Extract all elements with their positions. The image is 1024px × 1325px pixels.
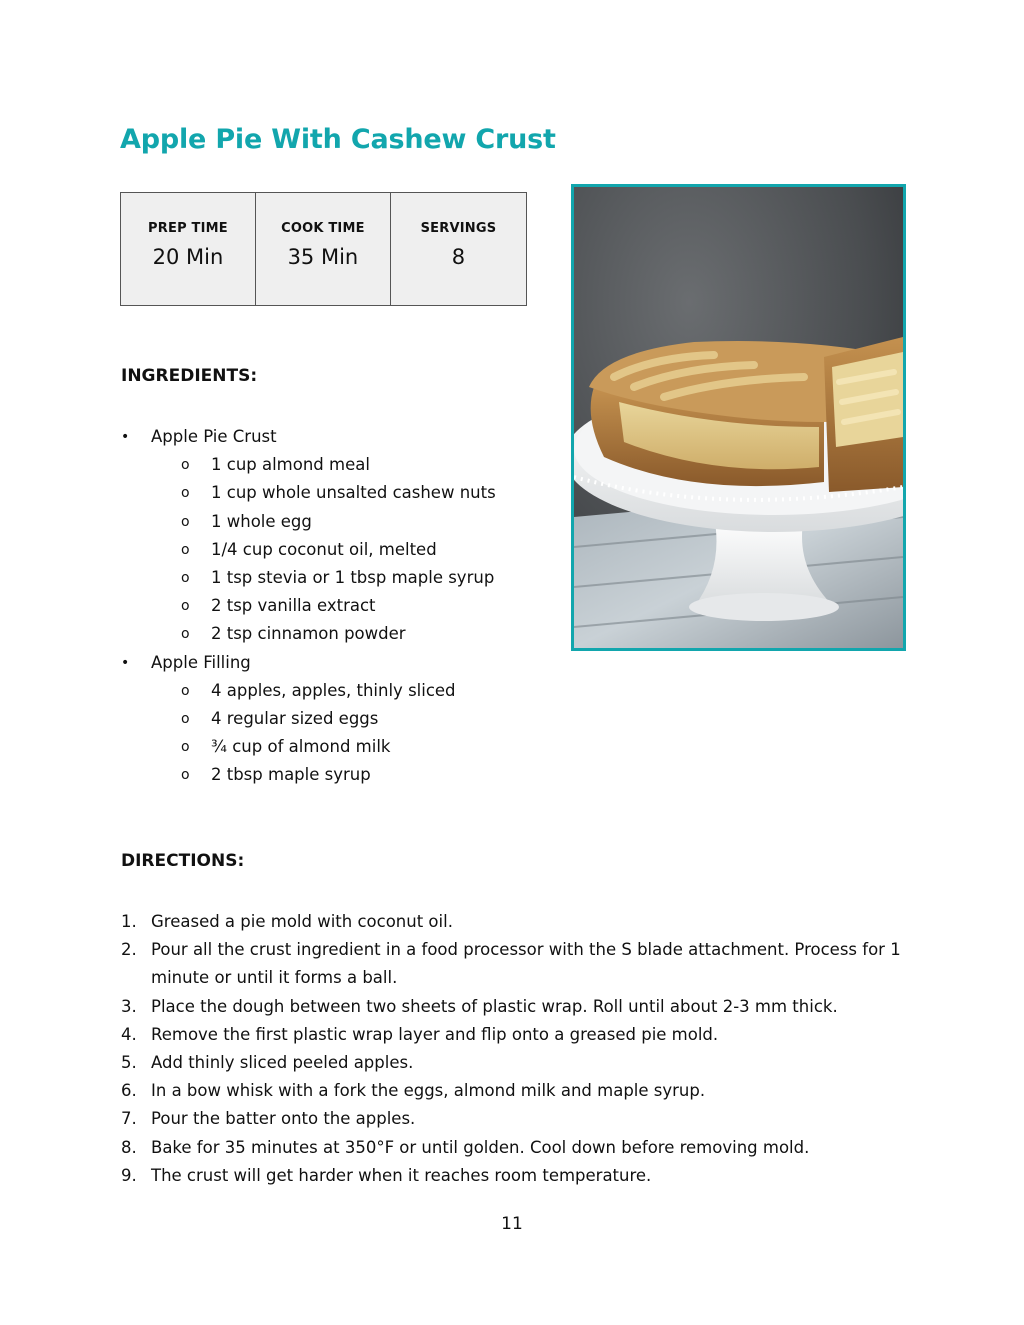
circle-bullet-icon: o [181, 626, 190, 643]
direction-step: 1. Greased a pie mold with coconut oil. [121, 912, 453, 931]
direction-step: 6. In a bow whisk with a fork the eggs, almond milk and maple syrup. [121, 1081, 706, 1101]
list-item: o 1 whole egg [121, 508, 496, 536]
circle-bullet-icon: o [181, 513, 190, 530]
directions-list [121, 908, 911, 1190]
direction-step: 9. The crust will get harder when it reaches room temperature. [121, 1165, 652, 1185]
list-item: o 4 regular sized eggs [121, 705, 496, 733]
directions-heading: DIRECTIONS: [121, 851, 245, 871]
cook-time-label: COOK TIME [281, 221, 365, 236]
list-item: o 2 tbsp maple syrup [121, 761, 496, 789]
circle-bullet-icon: o [181, 598, 190, 615]
circle-bullet-icon: o [181, 682, 190, 699]
ingredients-heading: INGREDIENTS: [121, 366, 258, 386]
list-item: o 2 tsp cinnamon powder [121, 620, 496, 648]
ingredients-list [121, 423, 496, 790]
direction-step: 7. Pour the batter onto the apples. [121, 1109, 416, 1129]
prep-time-value: 20 Min [152, 245, 224, 269]
bullet-icon: • [121, 654, 130, 671]
cook-time-value: 35 Min [287, 245, 359, 269]
recipe-title: Apple Pie With Cashew Crust [120, 124, 556, 155]
servings-cell [390, 193, 526, 306]
apple-pie-photo [571, 184, 906, 651]
direction-step: 2. Pour all the crust ingredient in a food processor with the S blade attachment. Process for 1 minute or until it forms a ball. [121, 940, 901, 988]
bullet-icon: • [121, 429, 130, 445]
list-item: o 2 tsp vanilla extract [121, 592, 496, 620]
list-item: o 1 tsp stevia or 1 tbsp maple syrup [121, 564, 496, 592]
ingredient-group-name: Apple Pie Crust [151, 427, 277, 446]
recipe-stats-table [120, 192, 527, 306]
circle-bullet-icon: o [181, 457, 190, 474]
direction-step: 5. Add thinly sliced peeled apples. [121, 1053, 414, 1073]
list-item: o 4 apples, apples, thinly sliced [121, 677, 496, 705]
servings-value: 8 [451, 245, 466, 269]
list-item: o 1/4 cup coconut oil, melted [121, 536, 496, 564]
circle-bullet-icon: o [181, 767, 190, 784]
circle-bullet-icon: o [181, 739, 190, 756]
cook-time-cell [255, 193, 390, 306]
page-number: 11 [501, 1214, 523, 1234]
prep-time-cell [121, 193, 256, 306]
ingredient-group [121, 423, 496, 649]
list-item: o 1 cup whole unsalted cashew nuts [121, 479, 496, 507]
circle-bullet-icon: o [181, 570, 190, 587]
direction-step: 4. Remove the first plastic wrap layer and flip onto a greased pie mold. [121, 1024, 719, 1044]
list-item: o ¾ cup of almond milk [121, 733, 496, 761]
circle-bullet-icon: o [181, 485, 190, 502]
direction-step: 3. Place the dough between two sheets of plastic wrap. Roll until about 2-3 mm thick. [121, 996, 838, 1016]
ingredient-group-name: Apple Filling [151, 652, 251, 672]
prep-time-label: PREP TIME [148, 221, 228, 236]
list-item: o 1 cup almond meal [121, 451, 496, 479]
direction-step: 8. Bake for 35 minutes at 350°F or until golden. Cool down before removing mold. [121, 1137, 810, 1157]
servings-label: SERVINGS [420, 221, 497, 236]
circle-bullet-icon: o [181, 541, 190, 558]
ingredient-group [121, 649, 496, 790]
circle-bullet-icon: o [181, 711, 190, 728]
